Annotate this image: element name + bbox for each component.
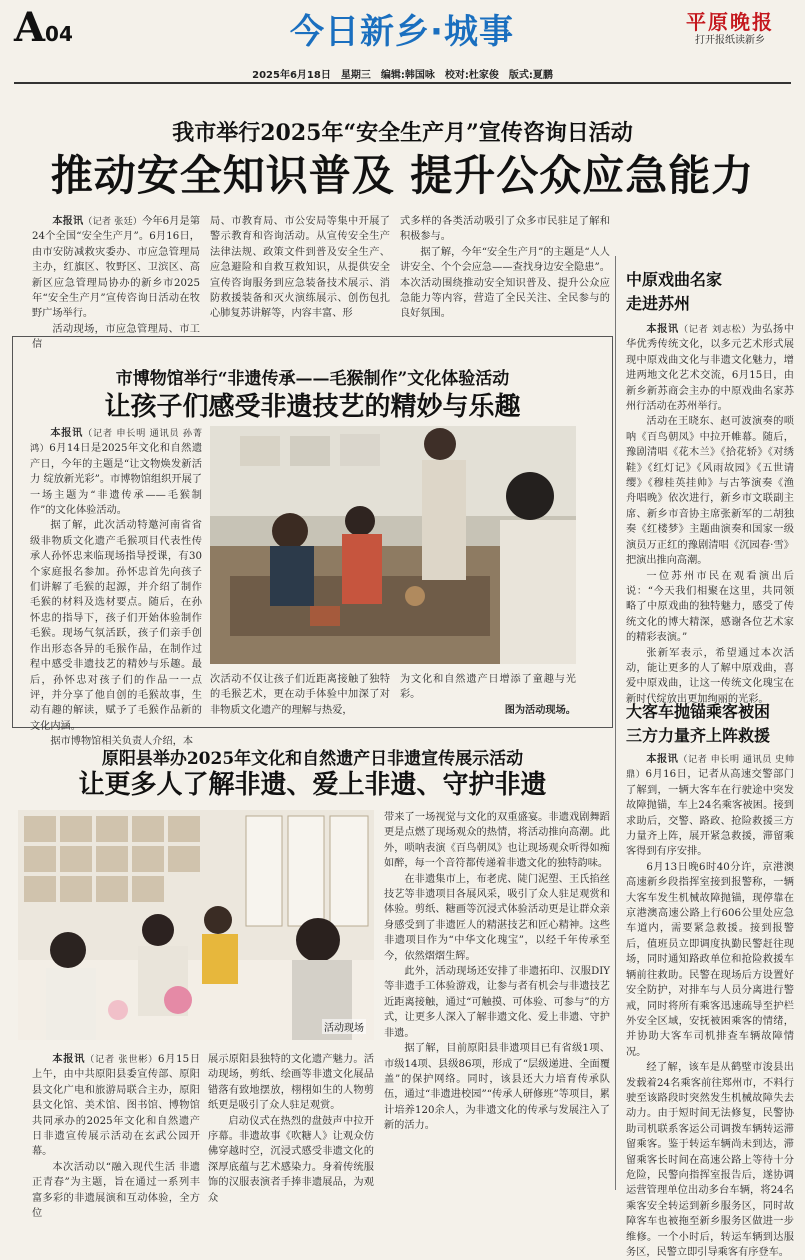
yuanyang-kicker: 原阳县举办2025年文化和自然遗产日非遗宣传展示活动 (101, 749, 524, 769)
opera-headline-line1: 中原戏曲名家 (626, 270, 723, 289)
lead-col1-text: 今年6月是第24个全国“安全生产月”。6月16日，由市安防减救灾委办、市应急管理局主办，红旗区、牧野区、卫滨区、高新区应急管理局协办的新乡市2025年“安全生产月”宣传咨询日活动在牧野广场举行。 (32, 216, 201, 320)
bus-headline-line1: 大客车抛锚乘客被困 (626, 702, 771, 721)
museum-col-3 (400, 672, 576, 720)
museum-col-1 (30, 426, 203, 748)
logo-tagline: 打开报纸读新乡 (695, 35, 765, 46)
museum-kicker: 市博物馆举行“非遗传承——毛猴制作”文化体验活动 (115, 369, 510, 389)
bus-byline-detail: （记者 申长明 通讯员 史帅鼎） (626, 754, 795, 781)
opera-headline-line2: 走进苏州 (626, 294, 691, 313)
bus-byline: 本报讯 (646, 753, 679, 765)
lead-col-2 (210, 214, 390, 320)
yuanyang-col3-p3: 此外，活动现场还安排了非遗拓印、汉服DIY等非遗手工体验游戏，让参与者有机会与非遗技艺近距离接触，通过“可触摸、可体验、可参与”的方式，让更多人深入了解非遗文化、爱上非遗、守护非遗。 (384, 966, 610, 1039)
museum-photo-illustration (210, 426, 576, 664)
lead-col3-text: 式多样的各类活动吸引了众多市民驻足了解和积极参与。 (400, 216, 610, 243)
page-letter: A (14, 4, 46, 51)
lead-col3-p2: 据了解，今年“安全生产月”的主题是“人人讲安全、个个会应急——查找身边安全隐患”。本次活动围绕推动安全知识普及、提升公众应急能力等内容，营造了全民关注、全民参与的良好氛围。 (400, 246, 610, 320)
opera-p1: 为弘扬中华优秀传统文化，以多元艺术形式展现中原戏曲文化与非遗文化魅力，增进两地文化艺术交流，6月15日，由新乡新苏商会主办的中原戏曲名家苏州行活动在苏州举行。 (626, 324, 795, 413)
yuanyang-col2-text: 展示原阳县独特的文化遗产魅力。活动现场，剪纸、绘画等非遗文化展品错落有致地摆放，栩栩如生的人物剪纸更是吸引了众人驻足观赏。 (208, 1054, 374, 1112)
yuanyang-col3-text: 带来了一场视觉与文化的双重盛宴。非遗戏剧舞蹈更是点燃了现场观众的热情，将活动推向高潮。此外，唢呐表演《百鸟朝凤》也让现场观众听得如痴如醉，每一个音符都传递着非遗文化的独特韵味。 (384, 812, 610, 870)
page-number: 04 (45, 22, 73, 46)
page-label (14, 4, 73, 51)
lead-headline: 推动安全知识普及 提升公众应急能力 (50, 151, 755, 200)
section-title: 今日新乡·城事 (290, 12, 514, 52)
opera-p4: 张新军表示，希望通过本次活动，能让更多的人了解中原戏曲，喜爱中原戏曲，让这一传统文化瑰宝在新时代绽放出更加绚丽的光彩。 (626, 647, 794, 705)
yuanyang-photo (18, 810, 374, 1040)
museum-text-c: 据市博物馆相关负责人介绍，本 (50, 736, 194, 748)
bus-p3: 经了解，该车是从鹤壁市浚县出发载着24名乘客前往郑州市，不料行驶至该路段时突然发生机械故障失去动力。由于短时间无法修复，民警协助司机联系客运公司调拨车辆转运滞留乘客。鉴于转运车辆尚未到达，滞留乘客长时间在高速公路上等待十分危险，民警向指挥室报告后，遂协调运营管理单位出动多台车辆，将24名乘客安全转运到新乡服务区，同时故障客车也被拖至新乡服务区做进一步维修。一个小时后，转运车辆到达服务区，民警立即引导乘客有序登车。 (626, 1062, 794, 1258)
lead-col-3 (400, 214, 610, 320)
yuanyang-col-2 (208, 1052, 374, 1204)
yuanyang-col-1 (32, 1052, 201, 1220)
bus-body (626, 752, 795, 1258)
museum-headline: 让孩子们感受非遗技艺的精妙与乐趣 (104, 392, 521, 422)
museum-text-a: 6月14日是2025年文化和自然遗产日，今年的主题是“让文物焕发新活力 绽放新光彩”。市博物馆组织开展了一场主题为“非遗传承——毛猴制作”的文化体验活动。 (30, 443, 203, 517)
bus-headline-line2: 三方力量齐上阵救援 (626, 726, 771, 745)
museum-byline: 本报讯 (50, 427, 84, 439)
bus-p2: 6月13日晚6时40分许，京港澳高速新乡段指挥室接到报警称，一辆大客车发生机械故障抛锚，现停靠在京港澳高速公路上行606公里处应急车道内，需要紧急救援。接到报警后，值班员立即调度执勤民警赶往现场，同时通知路政单位和抢险救援车辆前往救助。民警在现场后方设置好安全防护，对排车与人员分离进行警戒，同时将所有乘客迅速疏导至护栏外安全区域，安抚被困乘客的情绪，并协助大客车司机排查车辆故障情况。 (626, 861, 794, 1058)
opera-p2: 活动在王晓东、赵可波演奏的唢呐《百鸟朝凤》中拉开帷幕。随后，豫剧清唱《花木兰》《拾花轿》《对绣鞋》《红灯记》《风雨故园》《五世请缨》《穆桂英挂帅》与古筝演奏《渔舟唱晚》依次进行，新乡市文联副主席、新乡市音协主席张新军的二胡独奏《红楼梦》主题曲演奏和国家一级演员万正红的豫剧清唱《沉园春·雪》把演出推向高潮。 (626, 416, 794, 567)
yuanyang-col3-p4: 据了解，目前原阳县非遗项目已有省级1项、市级14项、县级86项，形成了“层级递进、全面覆盖”的保护网络。同时，该县还大力培育传承队伍，通过“非遗进校园”“传承人研修班”等项目，累计培养120余人，为非遗文化的传承与发展注入了新的活力。 (384, 1043, 610, 1132)
masthead-rule (14, 82, 791, 84)
logo-text: 平原晚报 (686, 10, 774, 34)
lead-byline: 本报讯 (52, 215, 84, 227)
lead-col1-p2: 活动现场，市应急管理局、市工信 (32, 323, 200, 351)
dateline: 2025年6月18日 星期三 编辑:韩国咏 校对:杜家俊 版式:夏鹏 (252, 70, 553, 81)
lead-kicker: 我市举行2025年“安全生产月”宣传咨询日活动 (172, 120, 633, 146)
newspaper-logo (668, 10, 792, 54)
column-divider (615, 256, 616, 1190)
opera-body (626, 322, 795, 705)
yuanyang-col1-p2: 本次活动以“融入现代生活 非遗正青春”为主题，旨在通过一系列丰富多彩的非遗展演和互动体验，全方位 (32, 1161, 200, 1220)
opera-byline-detail: （记者 刘志松） (678, 324, 752, 335)
bus-p1: 6月16日，记者从高速交警部门了解到，一辆大客车在行驶途中突发故障抛锚，车上24名乘客被困。接到求助后，交警、路政、抢险救援三方力量齐上阵，展开紧急救援，滞留乘客得到有序安排。 (626, 769, 794, 858)
yuanyang-col1-text: 6月15日上午，由中共原阳县委宣传部、原阳县文化广电和旅游局联合主办，原阳县文化馆、美术馆、图书馆、博物馆共同承办的2025年文化和自然遗产日非遗宣传展示活动在玄武公园开幕。 (32, 1054, 201, 1158)
museum-text-d: 次活动不仅让孩子们近距离接触了独特的毛猴艺术，更在动手体验中加深了对非物质文化遗产的理解与热爱， (210, 674, 390, 716)
lead-byline-detail: （记者 张廷） (83, 216, 143, 227)
opera-headline (626, 268, 792, 316)
yuanyang-headline: 让更多人了解非遗、爱上非遗、守护非遗 (78, 770, 547, 800)
museum-text-e: 为文化和自然遗产日增添了童趣与光彩。 (400, 674, 576, 701)
yuanyang-col3-p2: 在非遗集市上，布老虎、陡门泥塑、王氏掐丝技艺等非遗项目各展风采，吸引了众人驻足观赏和体验。剪纸、糖画等沉浸式体验活动更是让群众亲身感受到了非遗匠人的精湛技艺和匠心精神。这些非遗项目作为“中华文化瑰宝”，以经千年传承至今，依然熠熠生辉。 (384, 873, 610, 962)
museum-photo (210, 426, 576, 664)
yuanyang-col2-p2: 启动仪式在热烈的盘鼓声中拉开序幕。非遗故事《吹糖人》让观众仿佛穿越时空，沉浸式感受非遗文化的深厚底蕴与艺术感染力。身着传统服饰的汉服表演者手捧非遗展品，为观众 (208, 1115, 374, 1204)
bus-headline (626, 700, 796, 748)
opera-byline: 本报讯 (646, 323, 679, 335)
museum-byline-detail: （记者 申长明 通讯员 孙菁鸿） (30, 428, 203, 455)
museum-photo-caption: 图为活动现场。 (504, 703, 576, 716)
museum-col-2 (210, 672, 390, 720)
museum-text-b: 据了解，此次活动特邀河南省省级非物质文化遗产毛猴项目代表性传承人孙怀忠来临现场指导授课，有30个家庭报名参加。孙怀忠首先向孩子们讲解了毛猴的起源，并介绍了制作毛猴的材料及选材要点。随后，在孙怀忠的指导下，孩子们开始体验制作毛猴。现场气氛活跃，孩子们亲手创作出形态各异的毛猴作品，在制作过程中感受非遗技艺的精妙与乐趣。最后，孙怀忠对孩子们的作品一一点评，并分享了他自创的毛猴故事，生动有趣的解读，赋予了毛猴作品新的文化内涵。 (30, 520, 202, 732)
yuanyang-photo-illustration (18, 810, 374, 1040)
yuanyang-byline-detail: （记者 张世彬） (85, 1054, 159, 1065)
yuanyang-photo-label: 活动现场 (322, 1019, 366, 1034)
yuanyang-byline: 本报讯 (52, 1053, 86, 1065)
opera-p3: 一位苏州市民在观看演出后说：“今天我们相聚在这里，共同领略了中原戏曲的独特魅力，感受了传统文化的博大精深，感谢各位艺术家的精彩表演。” (626, 570, 794, 644)
yuanyang-col-3 (384, 810, 610, 1190)
lead-col2-text: 局、市教育局、市公安局等集中开展了警示教育和咨询活动。从宣传安全生产法律法规、政策文件到普及安全生产、应急避险和自救互救知识，从提供安全宣传咨询服务到应急装备技术展示、消防救援装备和灭火演练展示、创伤包扎心肺复苏讲解等，内容丰富、形 (210, 216, 390, 320)
lead-col-1 (32, 214, 201, 351)
